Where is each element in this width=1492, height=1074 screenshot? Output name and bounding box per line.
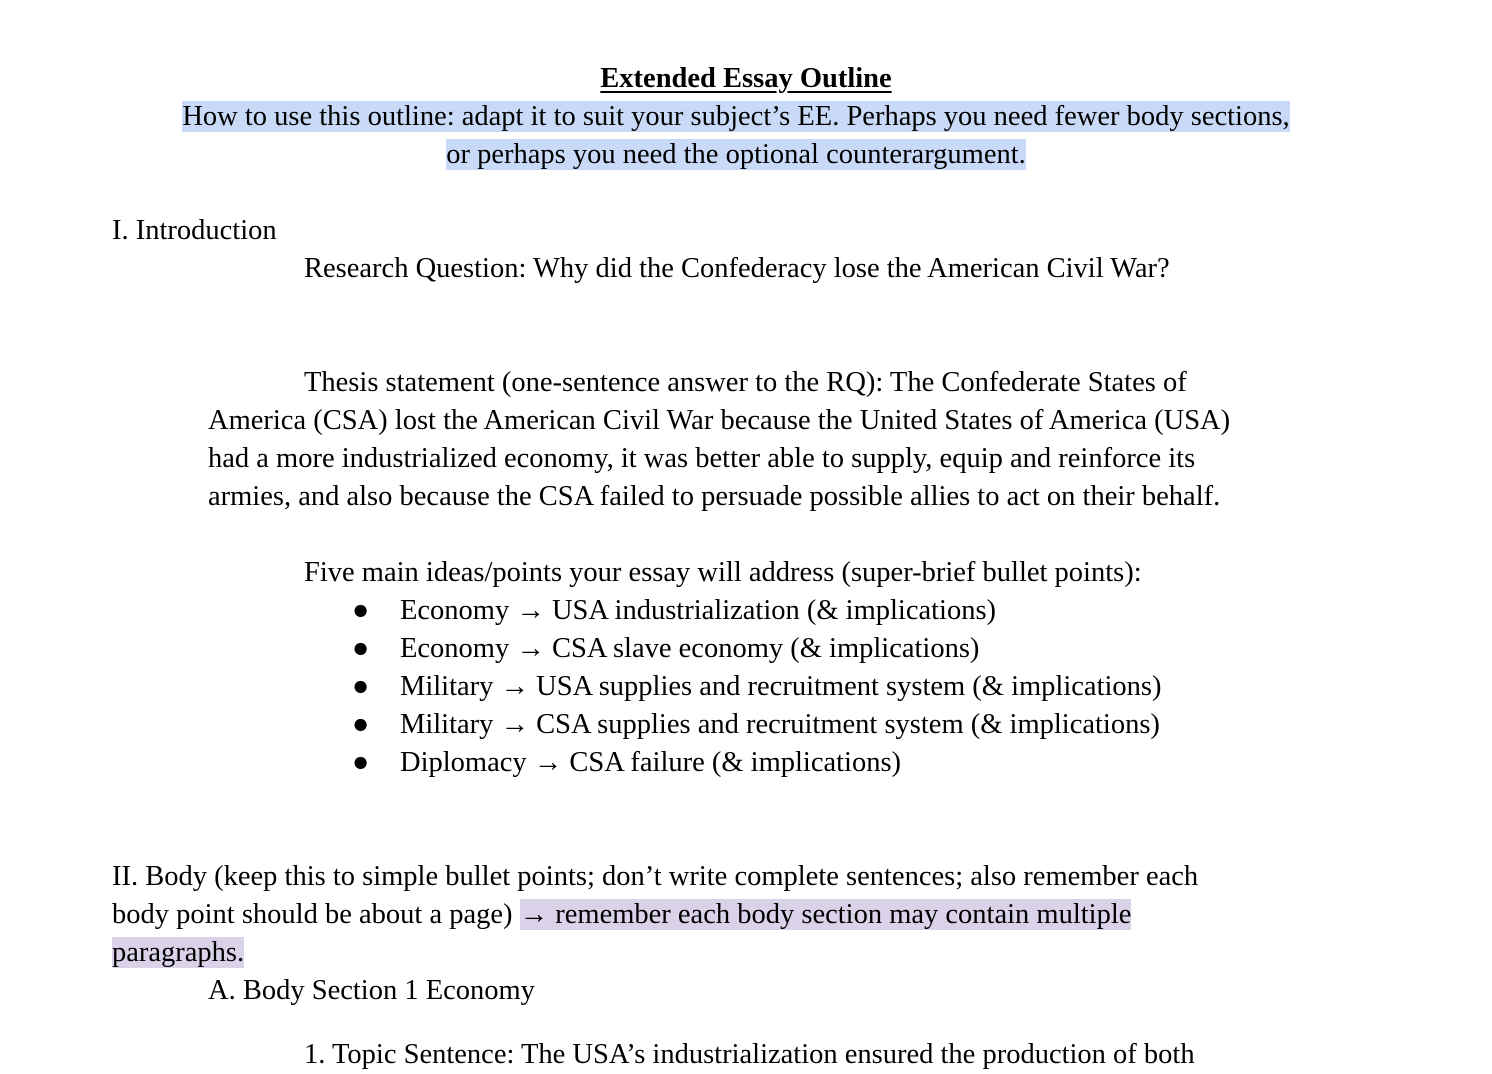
thesis-statement xyxy=(208,364,1388,516)
document-title: Extended Essay Outline xyxy=(600,63,892,94)
introduction-heading: I. Introduction xyxy=(112,215,277,246)
how-to-line-2: or perhaps you need the optional counterargument. xyxy=(446,139,1026,170)
list-item-text: Economy → CSA slave economy (& implications) xyxy=(400,633,980,664)
list-item xyxy=(352,668,1161,706)
body-line-2 xyxy=(112,896,1372,934)
list-item-text: Economy → USA industrialization (& implications) xyxy=(400,595,997,626)
body-line-2-plain: body point should be about a page) xyxy=(112,899,520,930)
thesis-line: America (CSA) lost the American Civil War because the United States of America (USA) xyxy=(208,405,1231,436)
list-item xyxy=(352,706,1161,744)
topic-sentence-partial: 1. Topic Sentence: The USA’s industrialization ensured the production of both xyxy=(304,1039,1195,1070)
how-to-note xyxy=(100,98,1372,174)
body-line-3-highlight: paragraphs. xyxy=(112,937,245,968)
body-section-heading xyxy=(112,858,1372,972)
bullet-icon: ● xyxy=(352,709,370,740)
main-ideas-list xyxy=(352,592,1161,782)
bullet-icon: ● xyxy=(352,747,370,778)
research-question: Research Question: Why did the Confederacy lose the American Civil War? xyxy=(304,253,1170,284)
body-line-2-highlight: → remember each body section may contain multiple xyxy=(519,899,1132,930)
body-line-3 xyxy=(112,934,1372,972)
thesis-line: armies, and also because the CSA failed to persuade possible allies to act on their behalf. xyxy=(208,481,1221,512)
how-to-line-1: How to use this outline: adapt it to suit your subject’s EE. Perhaps you need fewer body sections, xyxy=(182,101,1290,132)
bullet-icon: ● xyxy=(352,633,370,664)
bullet-icon: ● xyxy=(352,671,370,702)
thesis-line: had a more industrialized economy, it was better able to supply, equip and reinforce its xyxy=(208,443,1196,474)
thesis-line: Thesis statement (one-sentence answer to the RQ): The Confederate States of xyxy=(304,367,1187,398)
list-item-text: Military → CSA supplies and recruitment system (& implications) xyxy=(400,709,1160,740)
list-item xyxy=(352,592,1161,630)
body-line-1: II. Body (keep this to simple bullet points; don’t write complete sentences; also remember each xyxy=(112,861,1199,892)
list-item-text: Diplomacy → CSA failure (& implications) xyxy=(400,747,902,778)
list-item-text: Military → USA supplies and recruitment system (& implications) xyxy=(400,671,1162,702)
body-section-a: A. Body Section 1 Economy xyxy=(208,975,535,1006)
list-item xyxy=(352,630,1161,668)
bullet-icon: ● xyxy=(352,595,370,626)
main-ideas-label: Five main ideas/points your essay will address (super-brief bullet points): xyxy=(304,557,1142,588)
list-item xyxy=(352,744,1161,782)
